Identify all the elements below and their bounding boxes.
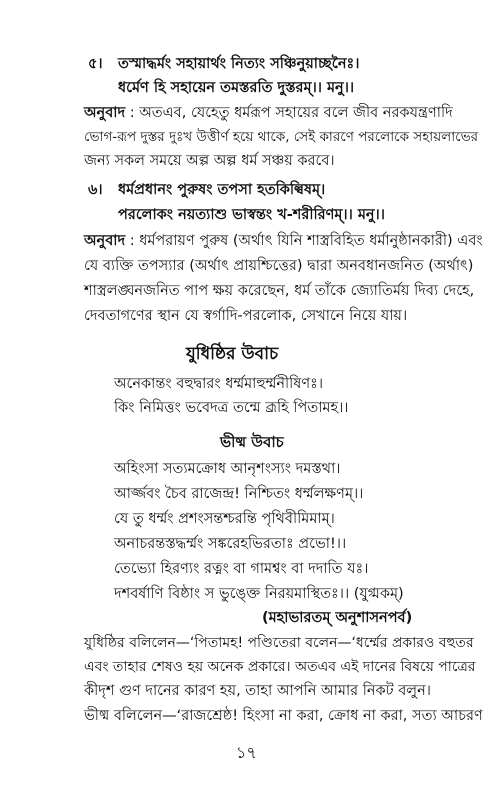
prose-line-4: ভীষ্ম বলিলেন—‘রাজশ্রেষ্ঠ! হিংসা না করা, ক্রোধ না করা, সত্য আচরণ [84, 708, 483, 724]
translation-6-line-4: দেবতাগণের স্থান যে স্বর্গাদি-পরলোক, সেখানে নিয়ে যায়। [84, 308, 408, 324]
translation-5-line-3: জন্য সকল সময়ে অল্প অল্প ধর্ম সঞ্চয় করবে। [84, 153, 335, 169]
bhishma-verse-line-1: অহিংসা সত্যমক্রোধ আনৃশংস্যং দমস্তথা। [114, 461, 341, 477]
heading-yudhishthira: যুধিষ্ঠির উবাচ [186, 344, 279, 364]
bhishma-verse-line-4: অনাচরন্তস্তদ্ধর্ম্মং সঙ্করেহভিরতাঃ প্রভো!।। [114, 536, 347, 552]
verse-6-line-2: পরলোকং নয়ত্যাশু ভাস্বন্তং খ-শরীরিণম্।। মনু।। [118, 207, 385, 223]
translation-6-line-2: যে ব্যক্তি তপস্যার (অর্থাৎ প্রায়শ্চিত্তের) দ্বারা অনবধানজনিত (অর্থাৎ) [84, 258, 474, 274]
source-citation: (মহাভারতম্ অনুশাসনপর্ব) [262, 610, 413, 626]
verse-6-number: ৬। [88, 182, 103, 198]
translation-6-line-3: শাস্ত্রলঙ্ঘনজনিত পাপ ক্ষয় করেছেন, ধর্ম তাঁকে জ্যোতির্ময় দিব্য দেহে, [84, 283, 475, 299]
yudhishthira-verse-line-1: অনেকান্তং বহুদ্বারং ধর্ম্মমাহুর্ম্মনীষিণঃ। [114, 376, 324, 392]
verse-6-line-1: ৬। ধর্মপ্রধানং পুরুষং তপসা হতকিল্বিষম্। [88, 182, 326, 198]
prose-line-2: এবং তাহার শেষও হয় অনেক প্রকারে। অতএব এই দানের বিষয়ে পাত্রের [84, 659, 476, 675]
page-number: ১৭ [236, 743, 257, 762]
bhishma-verse-line-3: যে তু ধর্ম্মং প্রশংসন্তশ্চরন্তি পৃথিবীমিমাম্। [114, 511, 335, 527]
translation-label: অনুবাদ [84, 233, 126, 249]
bhishma-verse-line-6: দশবর্ষাণি বিষ্ঠাং স ভুঙ্ক্তে নিরয়মাস্থিতঃ।। (যুগ্মকম্) [114, 586, 404, 602]
translation-5-line-1: অনুবাদ : অতএব, যেহেতু ধর্মরূপ সহায়ের বলে জীব নরকযন্ত্রণাদি [84, 105, 453, 121]
prose-line-1: যুধিষ্ঠির বলিলেন—‘পিতামহ! পণ্ডিতেরা বলেন—‘ধর্ম্মের প্রকারও বহুতর [84, 635, 474, 651]
verse-5-line-1: ৫। তস্মাদ্ধর্মং সহায়ার্থং নিত্যং সঞ্চিনুয়াচ্ছনৈঃ। [88, 56, 360, 72]
prose-line-3: কীদৃশ গুণ দানের কারণ হয়, তাহা আপনি আমার নিকট বলুন। [84, 683, 431, 699]
translation-6-line-1: অনুবাদ : ধর্মপরায়ণ পুরুষ (অর্থাৎ যিনি শাস্ত্রবিহিত ধর্মানুষ্ঠানকারী) এবং [84, 233, 483, 249]
bhishma-verse-line-2: আর্জ্জবং চৈব রাজেন্দ্র! নিশ্চিতং ধর্ম্মলক্ষণম্।। [114, 486, 364, 502]
verse-5-line-2: ধর্মেণ হি সহায়েন তমস্তরতি দুস্তরম্।। মনু।। [118, 80, 355, 96]
bhishma-verse-line-5: তেভ্যো হিরণ্যং রত্নং বা গামশ্বং বা দদাতি যঃ। [114, 561, 369, 577]
translation-5-line-2: ভোগ-রূপ দুস্তর দুঃখ উত্তীর্ণ হয়ে থাকে, সেই কারণে পরলোকে সহায়লাভের [84, 129, 479, 145]
heading-bhishma: ভীষ্ম উবাচ [220, 433, 284, 451]
yudhishthira-verse-line-2: কিং নিমিত্তং ভবেদত্র তন্মে ব্রূহি পিতামহ।। [114, 400, 349, 416]
verse-5-number: ৫। [88, 56, 103, 72]
translation-label: অনুবাদ [84, 105, 126, 121]
